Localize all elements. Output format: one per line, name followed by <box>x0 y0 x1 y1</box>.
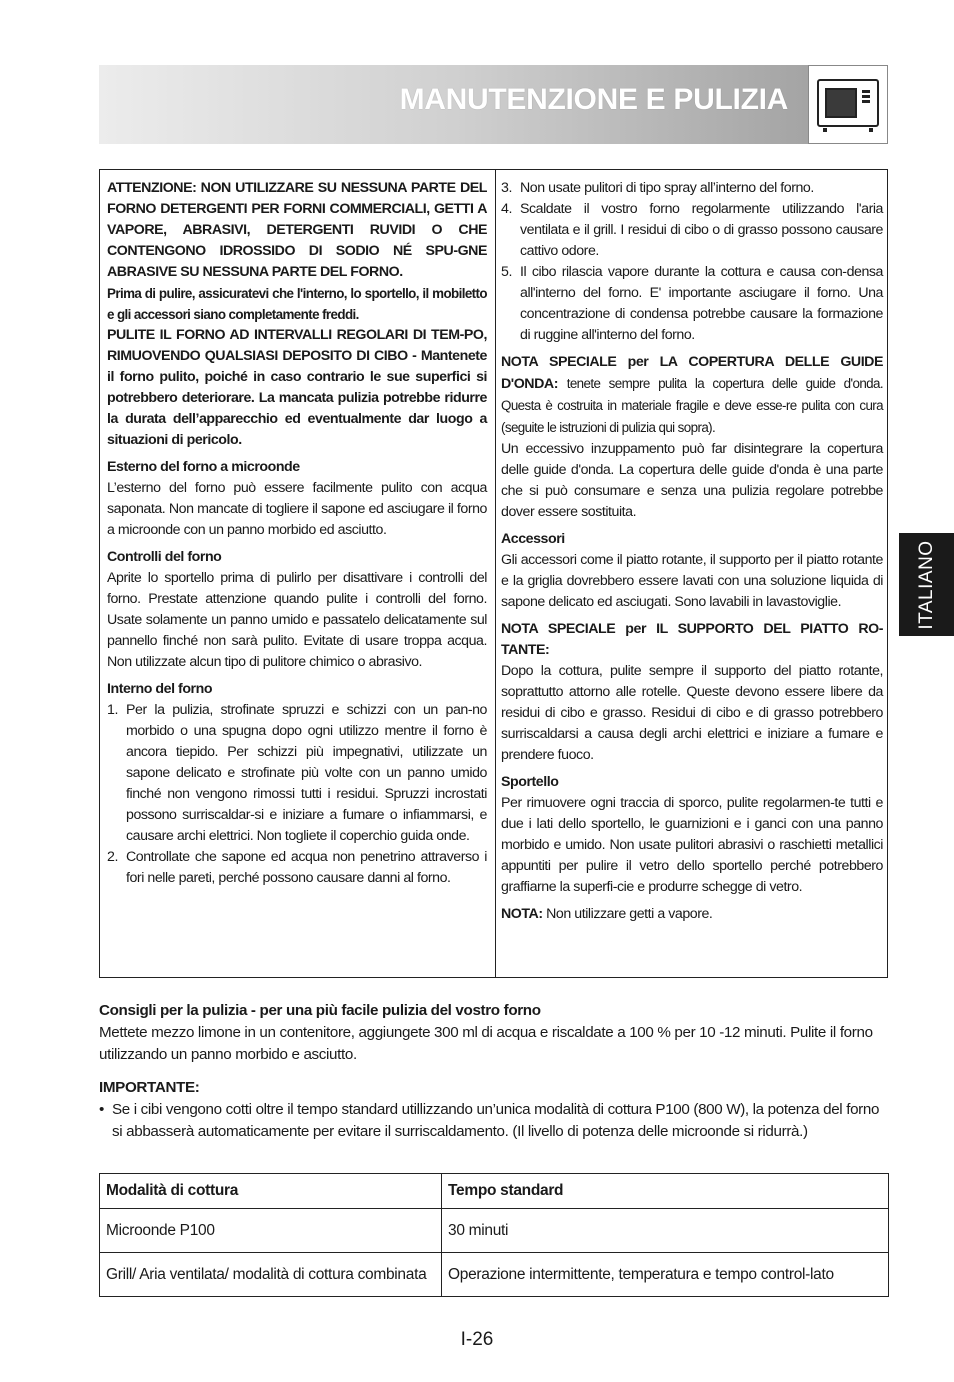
page-title: MANUTENZIONE E PULIZIA <box>399 83 788 116</box>
table-row <box>100 1253 889 1297</box>
bullet-icon: • <box>99 1101 104 1118</box>
tips-heading: Consigli per la pulizia - per una più facile pulizia del vostro forno <box>99 1002 541 1019</box>
page-number: I-26 <box>460 1329 494 1350</box>
right-column <box>501 178 883 925</box>
waveguide-text-1: tenete sempre pulita la copertura delle guide d'onda. Questa è costruita in materiale fragile e deve esse-re pulita con cura (seguite le istruzioni di pulizia qui sopra). <box>501 376 883 435</box>
list-item: 3. Non usate pulitori di tipo spray all’interno del forno. <box>501 180 814 196</box>
list-item: 1. Per la pulizia, strofinate spruzzi e schizzi con un pan-no morbido o una spugna dopo ogni utilizzo mentre il forno è ancora tiepido. Per schizzi più impegnativi, utilizzate un sapone delicato e strofinate più volte con un panno umido finché non vengono rimossi tutti i residui. Spruzzi incrostati possono surriscaldar-si e iniziare a fumare o infiammarsi, e causare archi elettrici. Non togliete il coperchio guida onde. <box>107 702 487 844</box>
table-header-row <box>100 1174 889 1209</box>
controls-text: Aprite lo sportello prima di pulirlo per disattivare i controlli del forno. Prestate attenzione quando pulite i controlli del forno. Usate solamente un panno umido e passatelo delicatamente sul pannello finché non sarà pulito. Evitate di usare troppa acqua. Non utilizzate alcun tipo di pulitore chimico o abrasivo. <box>107 570 487 670</box>
controls-heading: Controlli del forno <box>107 549 222 565</box>
door-text: Per rimuovere ogni traccia di sporco, pulite regolarmen-te tutti e due i lati dello sportello, le guarnizioni e i ganci con una panno morbido e umido. Non usate pulitori abrasivi o raschietti metallici appuntiti per pulire il vetro dello sportello perché potrebbero graffiarne la superfi-cie e produrre schegge di vetro. <box>501 795 883 895</box>
steam-note <box>501 904 883 925</box>
cleaning-instructions-box <box>99 169 888 978</box>
list-item: 5. Il cibo rilascia vapore durante la cottura e causa con-densa all'interno del forno. E' importante asciugare il forno. Una concentrazione di condensa potrebbe causare la formazione di ruggine all'interno del forno. <box>501 264 883 343</box>
cooking-modes-table <box>99 1173 889 1297</box>
important-heading: IMPORTANTE: <box>99 1079 200 1096</box>
table-cell: Operazione intermittente, temperatura e tempo control-lato <box>442 1253 889 1297</box>
list-item: 4. Scaldate il vostro forno regolarmente utilizzando l'aria ventilata e il grill. I residui di cibo o di grasso possono causare cattivo odore. <box>501 201 883 259</box>
left-column <box>107 178 487 889</box>
page-header <box>99 65 888 144</box>
table-cell: 30 minuti <box>442 1209 889 1253</box>
column-header: Tempo standard <box>442 1174 889 1209</box>
cleaning-tips <box>99 1000 889 1143</box>
list-item: 2. Controllate che sapone ed acqua non penetrino attraverso i fori nelle pareti, perché possono causare danni al forno. <box>107 849 487 886</box>
warning-text: ATTENZIONE: NON UTILIZZARE SU NESSUNA PARTE DEL FORNO DETERGENTI PER FORNI COMMERCIALI, GETTI A VAPORE, ABRASIVI, DETERGENTI RUVIDI O CHE CONTENGONO IDROSSIDO DI SODIO NÉ SPU-GNE ABRASIVE SU NESSUNA PARTE DEL FORNO. <box>107 180 487 280</box>
regular-cleaning-warning: PULITE IL FORNO AD INTERVALLI REGOLARI DI TEM-PO, RIMUOVENDO QUALSIASI DEPOSITO DI CIBO - Mantenete il forno pulito, poiché in caso contrario le sue superfici si potrebbero deteriorare. La mancata pulizia potrebbe ridurre la durata dell’apparecchio ed eventualmente dar luogo a situazioni di pericolo. <box>107 327 487 448</box>
accessories-text: Gli accessori come il piatto rotante, il supporto per il piatto rotante e la griglia dovrebbero essere lavati con una soluzione liquida di sapone delicato ed asciugati. Sono lavabili in lavastoviglie. <box>501 552 883 610</box>
tips-text: Mettete mezzo limone in un contenitore, aggiungete 300 ml di acqua e riscaldate a 100 % per 10 -12 minuti. Pulite il forno utilizzando un panno morbido e asciutto. <box>99 1024 873 1063</box>
table-cell: Grill/ Aria ventilata/ modalità di cottura combinata <box>100 1253 442 1297</box>
microwave-oven-icon <box>808 65 888 144</box>
accessories-heading: Accessori <box>501 531 565 547</box>
waveguide-heading: NOTA SPECIALE per LA COPERTURA DELLE GUIDE D'ONDA: <box>501 354 883 392</box>
table-row <box>100 1209 889 1253</box>
note-label: NOTA: <box>501 906 543 922</box>
interior-heading: Interno del forno <box>107 681 213 697</box>
column-divider <box>495 170 496 977</box>
language-tab-label: ITALIANO <box>915 539 937 630</box>
exterior-text: L’esterno del forno può essere facilmente pulito con acqua saponata. Non mancate di togliere il sapone ed asciugare il forno a microonde con un panno morbido ed asciutto. <box>107 480 487 538</box>
language-tab <box>899 533 954 636</box>
column-header: Modalità di cottura <box>100 1174 442 1209</box>
list-item <box>99 1099 889 1143</box>
door-heading: Sportello <box>501 774 559 790</box>
waveguide-note <box>501 352 883 439</box>
important-text: Se i cibi vengono cotti oltre il tempo standard utillizzando un’unica modalità di cottura P100 (800 W), la potenza del forno si abbasserà automaticamente per evitare il surriscaldamento. (Il livello di potenza delle microonde si ridurrà.) <box>112 1101 880 1140</box>
roller-heading: NOTA SPECIALE per IL SUPPORTO DEL PIATTO RO-TANTE: <box>501 621 883 658</box>
table-cell: Microonde P100 <box>100 1209 442 1253</box>
cool-down-warning: Prima di pulire, assicuratevi che l'interno, lo sportello, il mobiletto e gli accessori siano completamente freddi. <box>107 286 487 322</box>
note-text: Non utilizzare getti a vapore. <box>542 906 713 922</box>
exterior-heading: Esterno del forno a microonde <box>107 459 300 475</box>
waveguide-text-2: Un eccessivo inzuppamento può far disintegrare la copertura delle guide d'onda. La copertura delle guide d'onda è una parte che si può consumare e senza una pulizia regolare potrebbe dover essere sostituita. <box>501 441 883 520</box>
roller-text: Dopo la cottura, pulite sempre il supporto del piatto rotante, soprattutto attorno alle rotelle. Queste devono essere libere da residui di cibo e grasso. Residui di cibo e di grasso potrebbero surriscaldarsi a causa degli archi elettrici e iniziare a fumare e prendere fuoco. <box>501 663 883 763</box>
